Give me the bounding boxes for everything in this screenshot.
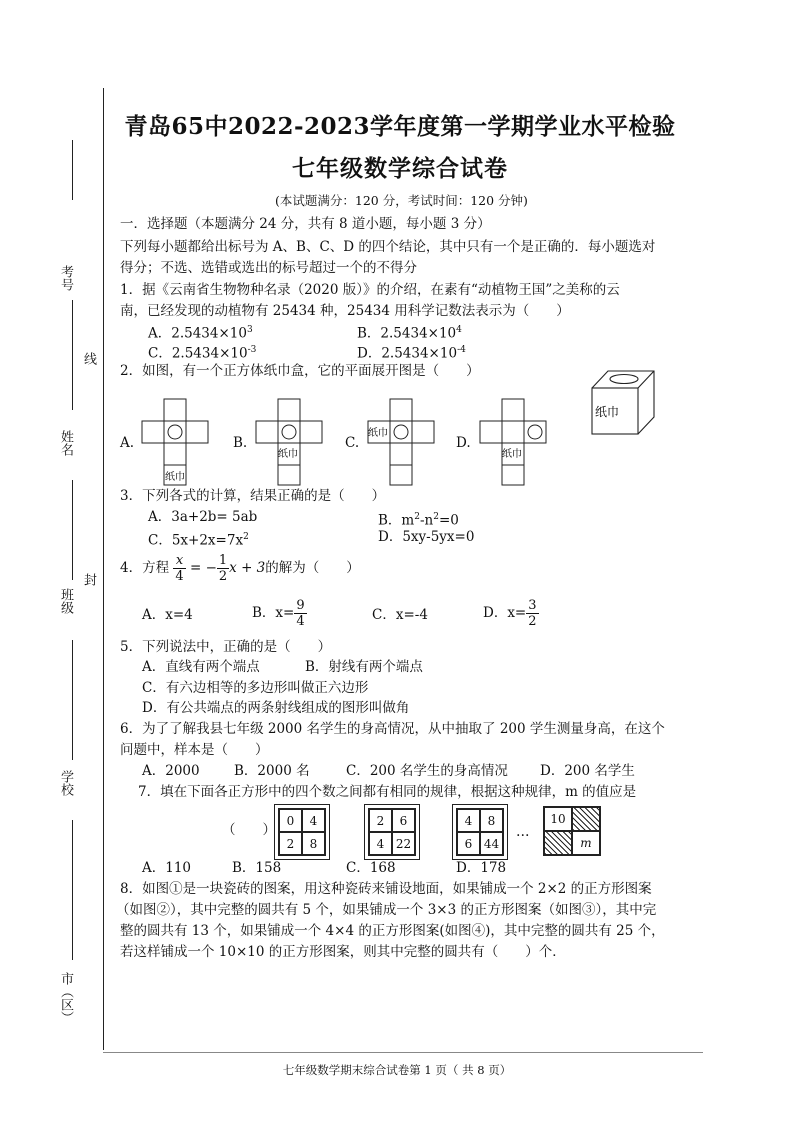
q2-net-d-tissue-label: 纸巾: [502, 449, 522, 460]
binding-field-line-school: [72, 640, 73, 760]
q8-line1: 8．如图①是一块瓷砖的图案，用这种瓷砖来铺设地面，如果铺成一个 2×2 的正方形图案: [120, 881, 652, 897]
q2-label-d: D.: [456, 435, 471, 451]
q7-s2-cell: 22: [392, 832, 415, 855]
binding-label-exam-no: 考号: [58, 265, 73, 291]
q7-s2-cell: 4: [369, 832, 392, 855]
q7-s1-cell: 0: [279, 809, 302, 832]
q7-square-1: [274, 804, 330, 860]
q4-option-c: C．x=-4: [372, 607, 428, 623]
q2-net-d: [478, 398, 553, 486]
q4-option-b: B．x= $\frac{9}{4}$: [252, 598, 305, 629]
binding-label-seal: 封: [81, 573, 96, 586]
q7-option-d: D．178: [456, 860, 507, 876]
q2-label-c: C.: [345, 435, 360, 451]
q2-net-c-tissue-label: 纸巾: [368, 428, 388, 439]
section-instructions-1: 下列每小题都给出标号为 A、B、C、D 的四个结论，其中只有一个是正确的．每小题选对: [120, 239, 656, 255]
q7-ellipsis: …: [516, 824, 530, 840]
q7-s1-cell: 8: [302, 832, 325, 855]
q8-line3: 整的圆共有 13 个，如果铺成一个 4×4 的正方形图案(如图④)，其中完整的圆共有 25 个，: [120, 923, 665, 939]
q7-last-cell-hatched: [572, 807, 600, 831]
q7-option-b: B．158: [232, 860, 282, 876]
q7-s3-cell: 8: [480, 809, 503, 832]
footer-rule: [103, 1052, 703, 1053]
q2-label-a: A.: [120, 435, 135, 451]
q3-option-b: B．$m^2-n^2=0$: [378, 512, 459, 529]
q7-last-cell-hatched: [544, 831, 572, 855]
q6-line1: 6．为了了解我县七年级 2000 名学生的身高情况，从中抽取了 200 学生测量身高，在这个: [120, 721, 665, 737]
q6-option-d: D．200 名学生: [540, 763, 635, 779]
q6-option-b: B．2000 名: [234, 763, 310, 779]
q1-line1: 1．据《云南省生物物种名录（2020 版）》的介绍，在素有“动植物王国”之美称的云: [120, 282, 620, 298]
q7-s3-cell: 44: [480, 832, 503, 855]
q4-option-d: D．x= $\frac{3}{2}$: [483, 598, 537, 629]
q1-option-a: A．$2.5434\times 10^3$: [148, 325, 253, 342]
q7-square-2: [364, 804, 420, 860]
q1-option-c: C．$2.5434\times 10^{-3}$: [148, 345, 257, 362]
q7-last-cell-m: m: [572, 831, 600, 855]
q5-option-c: C．有六边相等的多边形叫做正六边形: [142, 680, 369, 696]
q2-net-b: [254, 398, 329, 486]
binding-label-city: 市（区）: [58, 972, 73, 1024]
q7-s3-cell: 4: [457, 809, 480, 832]
binding-label-name: 姓名: [58, 430, 73, 456]
binding-label-class: 班级: [58, 588, 73, 614]
binding-label-line: 线: [81, 352, 96, 365]
q2-net-a-tissue-label: 纸巾: [165, 472, 185, 483]
q4-option-a: A．x=4: [142, 607, 193, 623]
q7-s1-cell: 2: [279, 832, 302, 855]
q3-option-c: C．$5x+2x=7x^2$: [148, 532, 249, 549]
q7-square-3: [452, 804, 508, 860]
page-footer: 七年级数学期末综合试卷第 1 页（ 共 8 页）: [282, 1063, 512, 1077]
binding-field-line-city: [72, 820, 73, 960]
q5-stem: 5．下列说法中，正确的是（ ）: [120, 639, 332, 655]
q7-s2-cell: 2: [369, 809, 392, 832]
q7-answer-blank: （ ）: [222, 822, 276, 838]
section-instructions-2: 得分；不选、选错或选出的标号超过一个的不得分: [120, 260, 417, 276]
q7-s3-cell: 6: [457, 832, 480, 855]
q6-line2: 问题中，样本是（ ）: [120, 742, 269, 758]
binding-field-line-name: [72, 300, 73, 410]
binding-line: [103, 88, 104, 1050]
binding-field-line-class: [72, 480, 73, 580]
q2-net-b-tissue-label: 纸巾: [278, 449, 298, 460]
q8-line4: 若这样铺成一个 10×10 的正方形图案，则其中完整的圆共有（ ）个．: [120, 944, 566, 960]
q2-net-c: [366, 398, 441, 486]
q7-last-cell: 10: [544, 807, 572, 831]
q4-frac-rhs: $\frac{1}{2}$: [218, 553, 228, 584]
q3-option-d: D．5xy-5yx=0: [378, 529, 475, 545]
q3-option-a: A．3a+2b= 5ab: [148, 509, 258, 525]
q7-stem: 7．填在下面各正方形中的四个数之间都有相同的规律，根据这种规律，m 的值应是: [138, 784, 637, 800]
q2-cube-tissue-label: 纸巾: [595, 405, 620, 419]
q2-label-b: B.: [233, 435, 248, 451]
binding-label-school: 学校: [58, 770, 73, 796]
q2-stem: 2．如图，有一个正方体纸巾盒，它的平面展开图是（ ）: [120, 363, 480, 379]
q3-stem: 3．下列各式的计算，结果正确的是（ ）: [120, 488, 386, 504]
binding-field-line-exam-no: [72, 140, 73, 200]
q1-option-d: D．$2.5434\times 10^{-4}$: [357, 345, 466, 362]
q5-option-b: B．射线有两个端点: [305, 659, 423, 675]
q7-option-c: C．168: [346, 860, 396, 876]
section-heading: 一．选择题（本题满分 24 分，共有 8 道小题，每小题 3 分）: [120, 216, 491, 232]
q6-option-a: A．2000: [142, 763, 200, 779]
q2-net-a: [140, 398, 215, 486]
q5-option-a: A．直线有两个端点: [142, 659, 260, 675]
q1-line2: 南，已经发现的动植物有 25434 种，25434 用科学记数法表示为（ ）: [120, 303, 570, 319]
q4-frac-lhs: $\frac{x}{4}$: [175, 553, 184, 584]
q4-stem: 4．方程 $\frac{x}{4}$ = − $\frac{1}{2}$ x + 3的解为（ ）: [120, 553, 360, 584]
q7-option-a: A．110: [142, 860, 192, 876]
q6-option-c: C．200 名学生的身高情况: [346, 763, 508, 779]
exam-info: (本试题满分：120 分，考试时间：120 分钟): [275, 193, 528, 208]
q7-square-last: [543, 806, 601, 856]
q5-option-d: D．有公共端点的两条射线组成的图形叫做角: [142, 700, 410, 716]
exam-subtitle: 七年级数学综合试卷: [292, 155, 508, 182]
q7-s1-cell: 4: [302, 809, 325, 832]
q2-tissue-box-cube: [588, 366, 660, 438]
exam-title: 青岛65中2022-2023学年度第一学期学业水平检验: [124, 113, 676, 140]
q1-option-b: B．$2.5434\times 10^4$: [357, 325, 462, 342]
q8-line2: （如图②），其中完整的圆共有 5 个，如果铺成一个 3×3 的正方形图案（如图③），其中完: [116, 902, 657, 918]
q7-s2-cell: 6: [392, 809, 415, 832]
